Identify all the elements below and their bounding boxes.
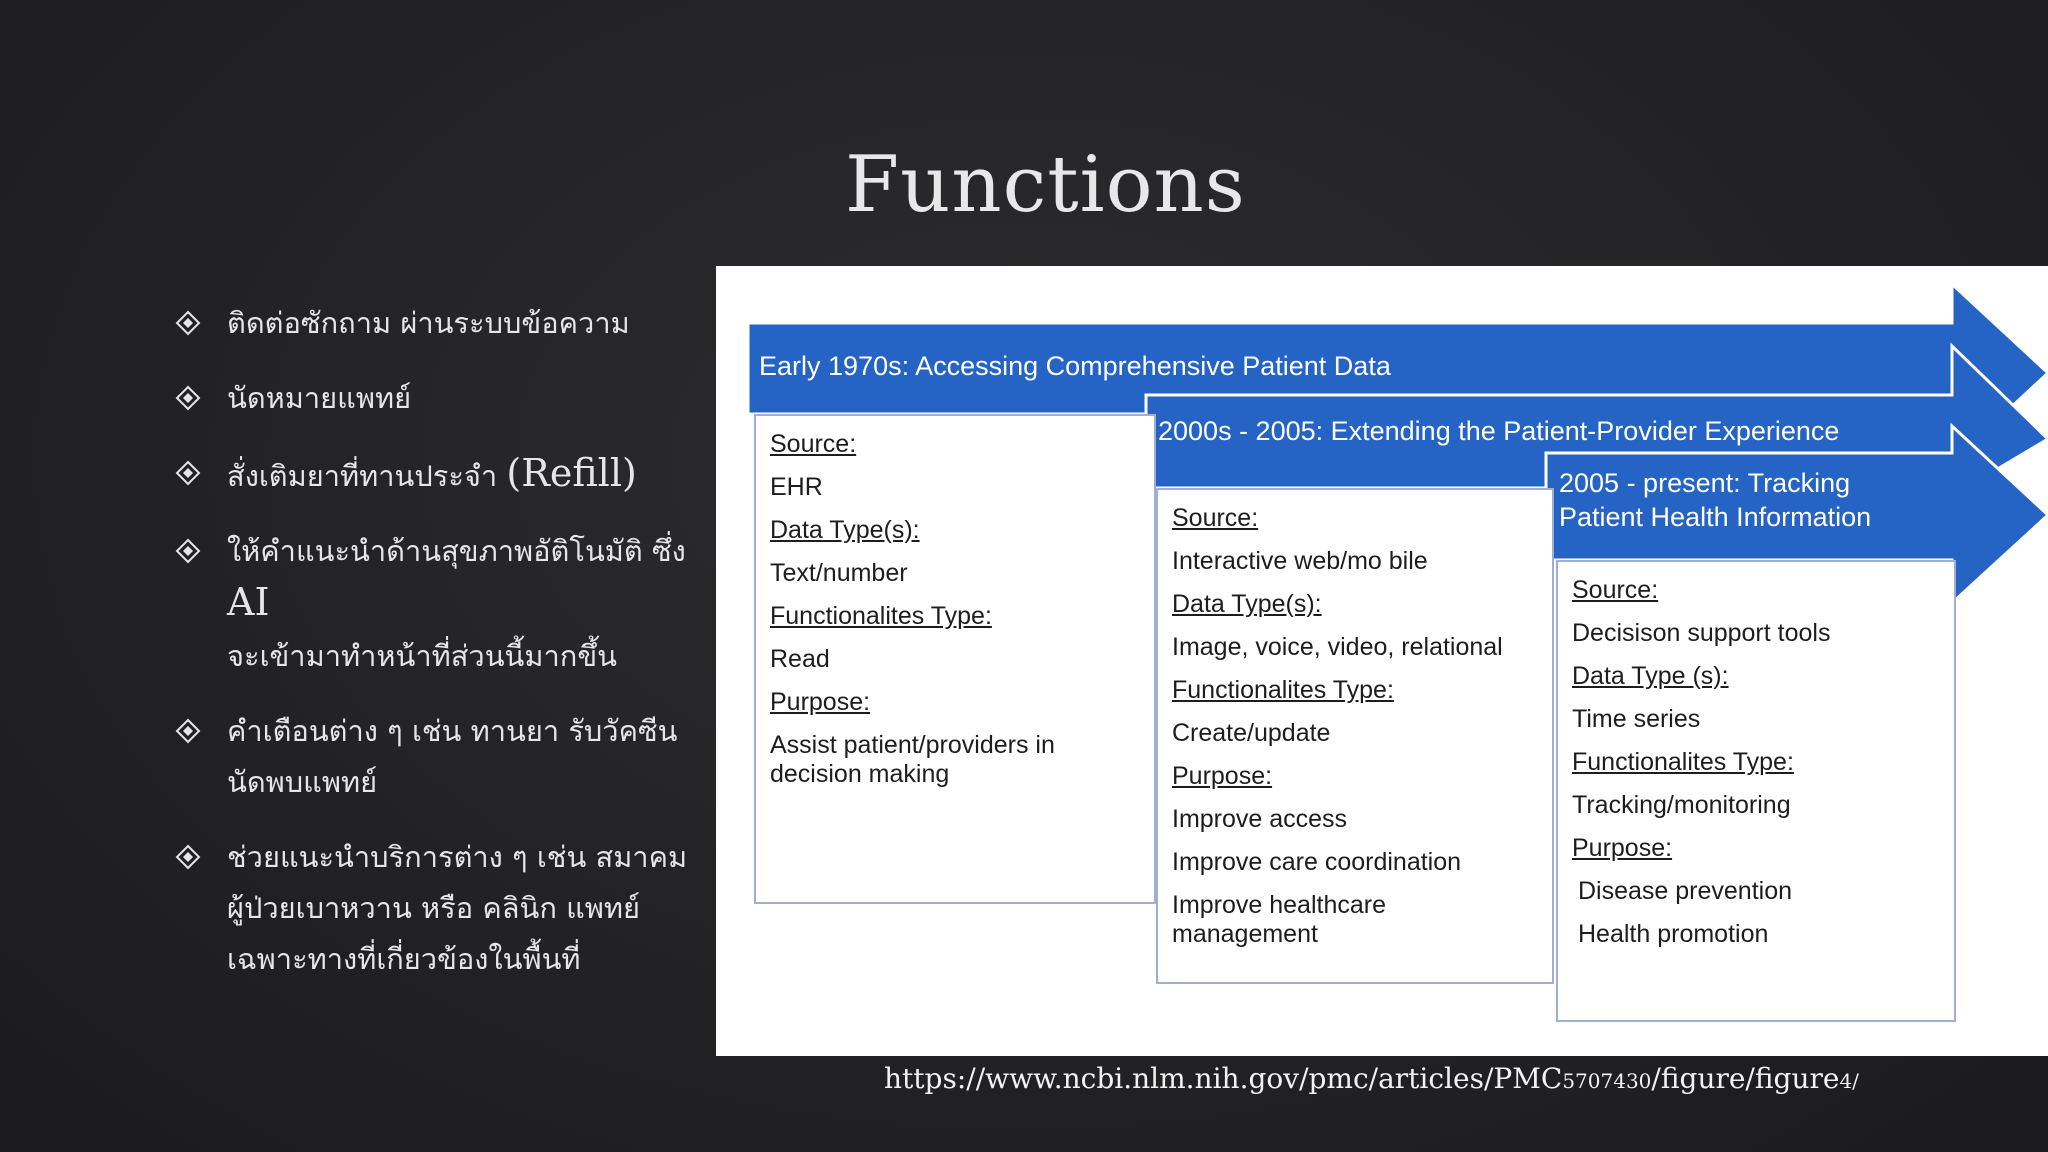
datatype-value: Image, voice, video, relational [1172,633,1503,661]
purpose-value: Improve healthcare management [1172,891,1387,948]
functype-value: Tracking/monitoring [1572,791,1791,819]
purpose-label: Purpose: [770,688,871,716]
source-value: Decisison support tools [1572,619,1831,647]
purpose-label: Purpose: [1172,762,1273,790]
source-label: Source: [1172,504,1259,532]
datatype-label: Data Type (s): [1572,662,1729,690]
bullet-text: คำเตือนต่าง ๆ เช่น ทานยา รับวัคซีน นัดพบแพทย์ [227,714,678,799]
bullet-item [175,706,705,808]
purpose-value: Disease prevention [1578,877,1793,905]
url-part: https://www.ncbi.nlm.nih.gov/pmc/articles/PMC [884,1062,1563,1095]
purpose-value: Improve access [1172,805,1348,833]
datatype-value: Text/number [770,559,908,587]
source-value: Interactive web/mo bile [1172,547,1428,575]
url-part-small: 4/ [1839,1069,1859,1093]
purpose-value: Improve care coordination [1172,848,1462,876]
source-label: Source: [770,430,857,458]
datatype-value: Time series [1572,705,1701,733]
functype-label: Functionalites Type: [1572,748,1794,776]
stage-3-heading [1559,466,1871,534]
bullet-list [175,298,705,1009]
diamond-bullet-icon [175,538,201,564]
bullet-text: ช่วยแนะนำบริการต่าง ๆ เช่น สมาคม ผู้ป่วยเบาหวาน หรือ คลินิก แพทย์เฉพาะทางที่เกี่ยวข้องในพื้นที่ [227,840,688,976]
stage-3-heading-line2: Patient Health Information [1559,502,1872,532]
diamond-bullet-icon [175,385,201,411]
diamond-bullet-icon [175,460,201,486]
bullet-item [175,832,705,985]
stage-1-heading: Early 1970s: Accessing Comprehensive Patient Data [759,351,1391,381]
functype-label: Functionalites Type: [770,602,992,630]
bullet-text: สั่งเติมยาที่ทานประจำ [227,459,507,493]
bullet-item [175,298,705,349]
bullet-text: ให้คำแนะนำด้านสุขภาพอัติโนมัติ ซึ่ง [227,534,686,568]
slide-title: Functions [845,140,1246,230]
bullet-text-latin: AI [227,580,270,624]
source-label: Source: [1572,576,1659,604]
bullet-text-latin: (Refill) [506,451,637,495]
purpose-value: Assist patient/providers in decision making [770,731,1055,788]
source-url[interactable] [884,1062,1859,1095]
functype-label: Functionalites Type: [1172,676,1394,704]
stage-3-heading-line1: 2005 - present: Tracking [1559,468,1851,498]
diamond-bullet-icon [175,718,201,744]
timeline-figure [716,266,2048,1056]
source-value: EHR [770,473,823,501]
stage-2-heading: 2000s - 2005: Extending the Patient-Provider Experience [1158,416,1840,446]
diamond-bullet-icon [175,844,201,870]
url-part-small: 5707430 [1562,1069,1652,1093]
diamond-bullet-icon [175,310,201,336]
datatype-label: Data Type(s): [1172,590,1322,618]
purpose-value: Health promotion [1578,920,1769,948]
stage-2-box [1156,488,1554,984]
stage-3-box [1556,560,1956,1022]
bullet-text-line2: จะเข้ามาทำหน้าที่ส่วนนี้มากขึ้น [227,639,617,673]
functype-value: Read [770,645,830,673]
datatype-label: Data Type(s): [770,516,920,544]
bullet-text: ติดต่อซักถาม ผ่านระบบข้อความ [227,306,630,340]
bullet-item [175,448,705,502]
url-part: /figure/figure [1651,1062,1840,1095]
stage-1-box [754,414,1156,904]
purpose-label: Purpose: [1572,834,1673,862]
bullet-text: นัดหมายแพทย์ [227,381,412,415]
functype-value: Create/update [1172,719,1331,747]
bullet-item [175,526,705,682]
bullet-item [175,373,705,424]
